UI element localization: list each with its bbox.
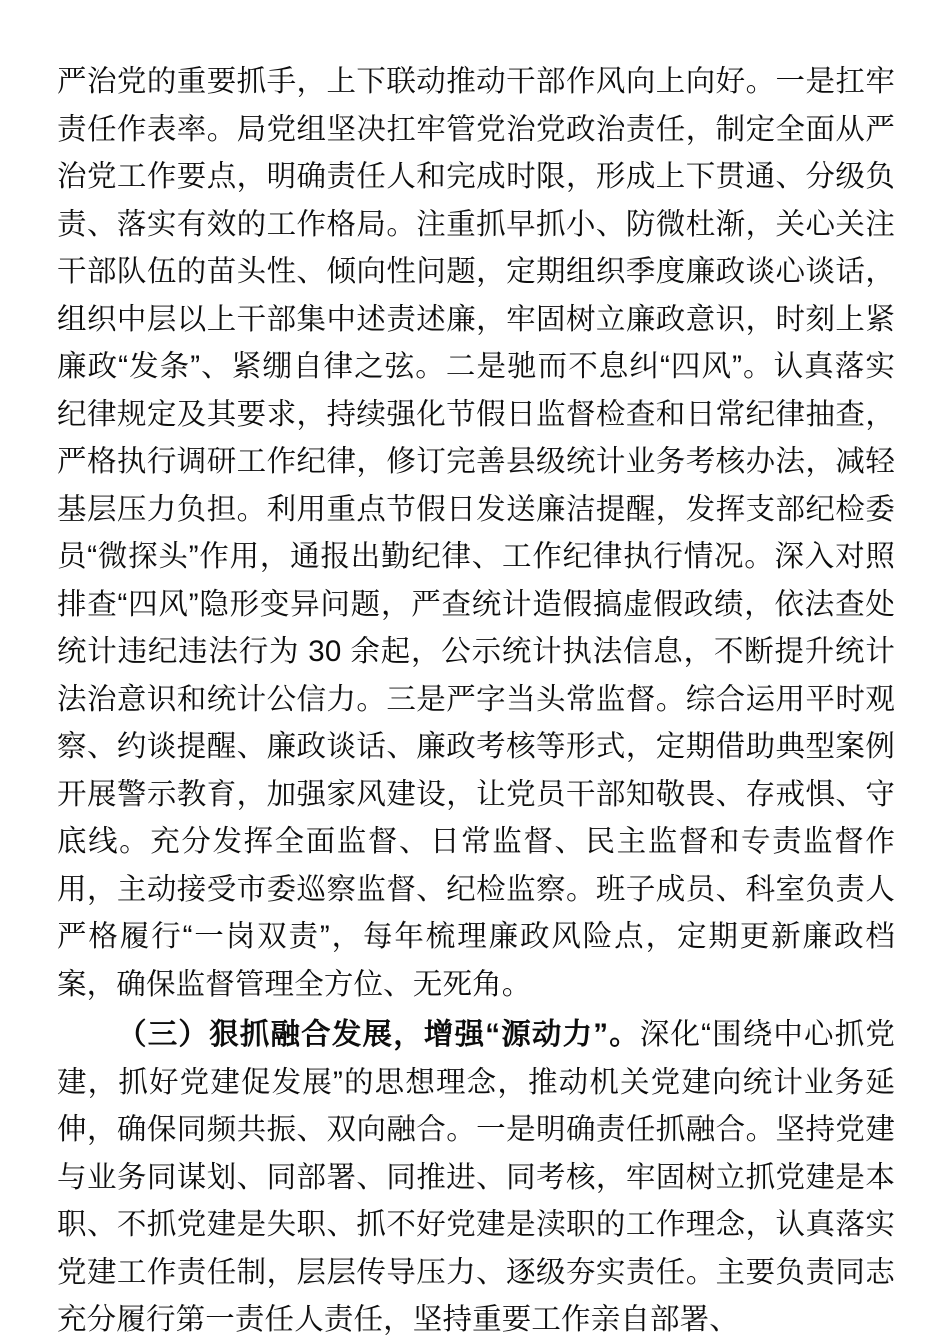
paragraph-continued: 严治党的重要抓手，上下联动推动干部作风向上向好。一是扛牢责任作表率。局党组坚决扛牢管党治党政治责任，制定全面从严治党工作要点，明确责任人和完成时限，形成上下贯通、分级负责、落实有效的工作格局。注重抓早抓小、防微杜渐，关心关注干部队伍的苗头性、倾向性问题，定期组织季度廉政谈心谈话，组织中层以上干部集中述责述廉，牢固树立廉政意识，时刻上紧廉政“发条”、紧绷自律之弦。二是驰而不息纠“四风”。认真落实纪律规定及其要求，持续强化节假日监督检查和日常纪律抽查，严格执行调研工作纪律，修订完善县级统计业务考核办法，减轻基层压力负担。利用重点节假日发送廉洁提醒，发挥支部纪检委员“微探头”作用，通报出勤纪律、工作纪律执行情况。深入对照排查“四风”隐形变异问题，严查统计造假搞虚假政绩，依法查处统计违纪违法行为 30 余起，公示统计执法信息，不断提升统计法治意识和统计公信力。三是严字当头常监督。综合运用平时观察、约谈提醒、廉政谈话、廉政考核等形式，定期借助典型案例开展警示教育，加强家风建设，让党员干部知敬畏、存戒惧、守底线。充分发挥全面监督、日常监督、民主监督和专责监督作用，主动接受市委巡察监督、纪检监察。班子成员、科室负责人严格履行“一岗双责”，每年梳理廉政风险点，定期更新廉政档案，确保监督管理全方位、无死角。 bbox=[57, 65, 895, 1001]
document-text-column bbox=[57, 58, 895, 1344]
section-three-heading: （三）狠抓融合发展，增强“源动力”。 bbox=[117, 1018, 640, 1051]
paragraph-section-three bbox=[57, 1011, 895, 1344]
section-three-body: 深化“围绕中心抓党建，抓好党建促发展”的思想理念，推动机关党建向统计业务延伸，确保同频共振、双向融合。一是明确责任抓融合。坚持党建与业务同谋划、同部署、同推进、同考核，牢固树立抓党建是本职、不抓党建是失职、抓不好党建是渎职的工作理念，认真落实党建工作责任制，层层传导压力、逐级夯实责任。主要负责同志充分履行第一责任人责任，坚持重要工作亲自部署、 bbox=[57, 1018, 895, 1336]
